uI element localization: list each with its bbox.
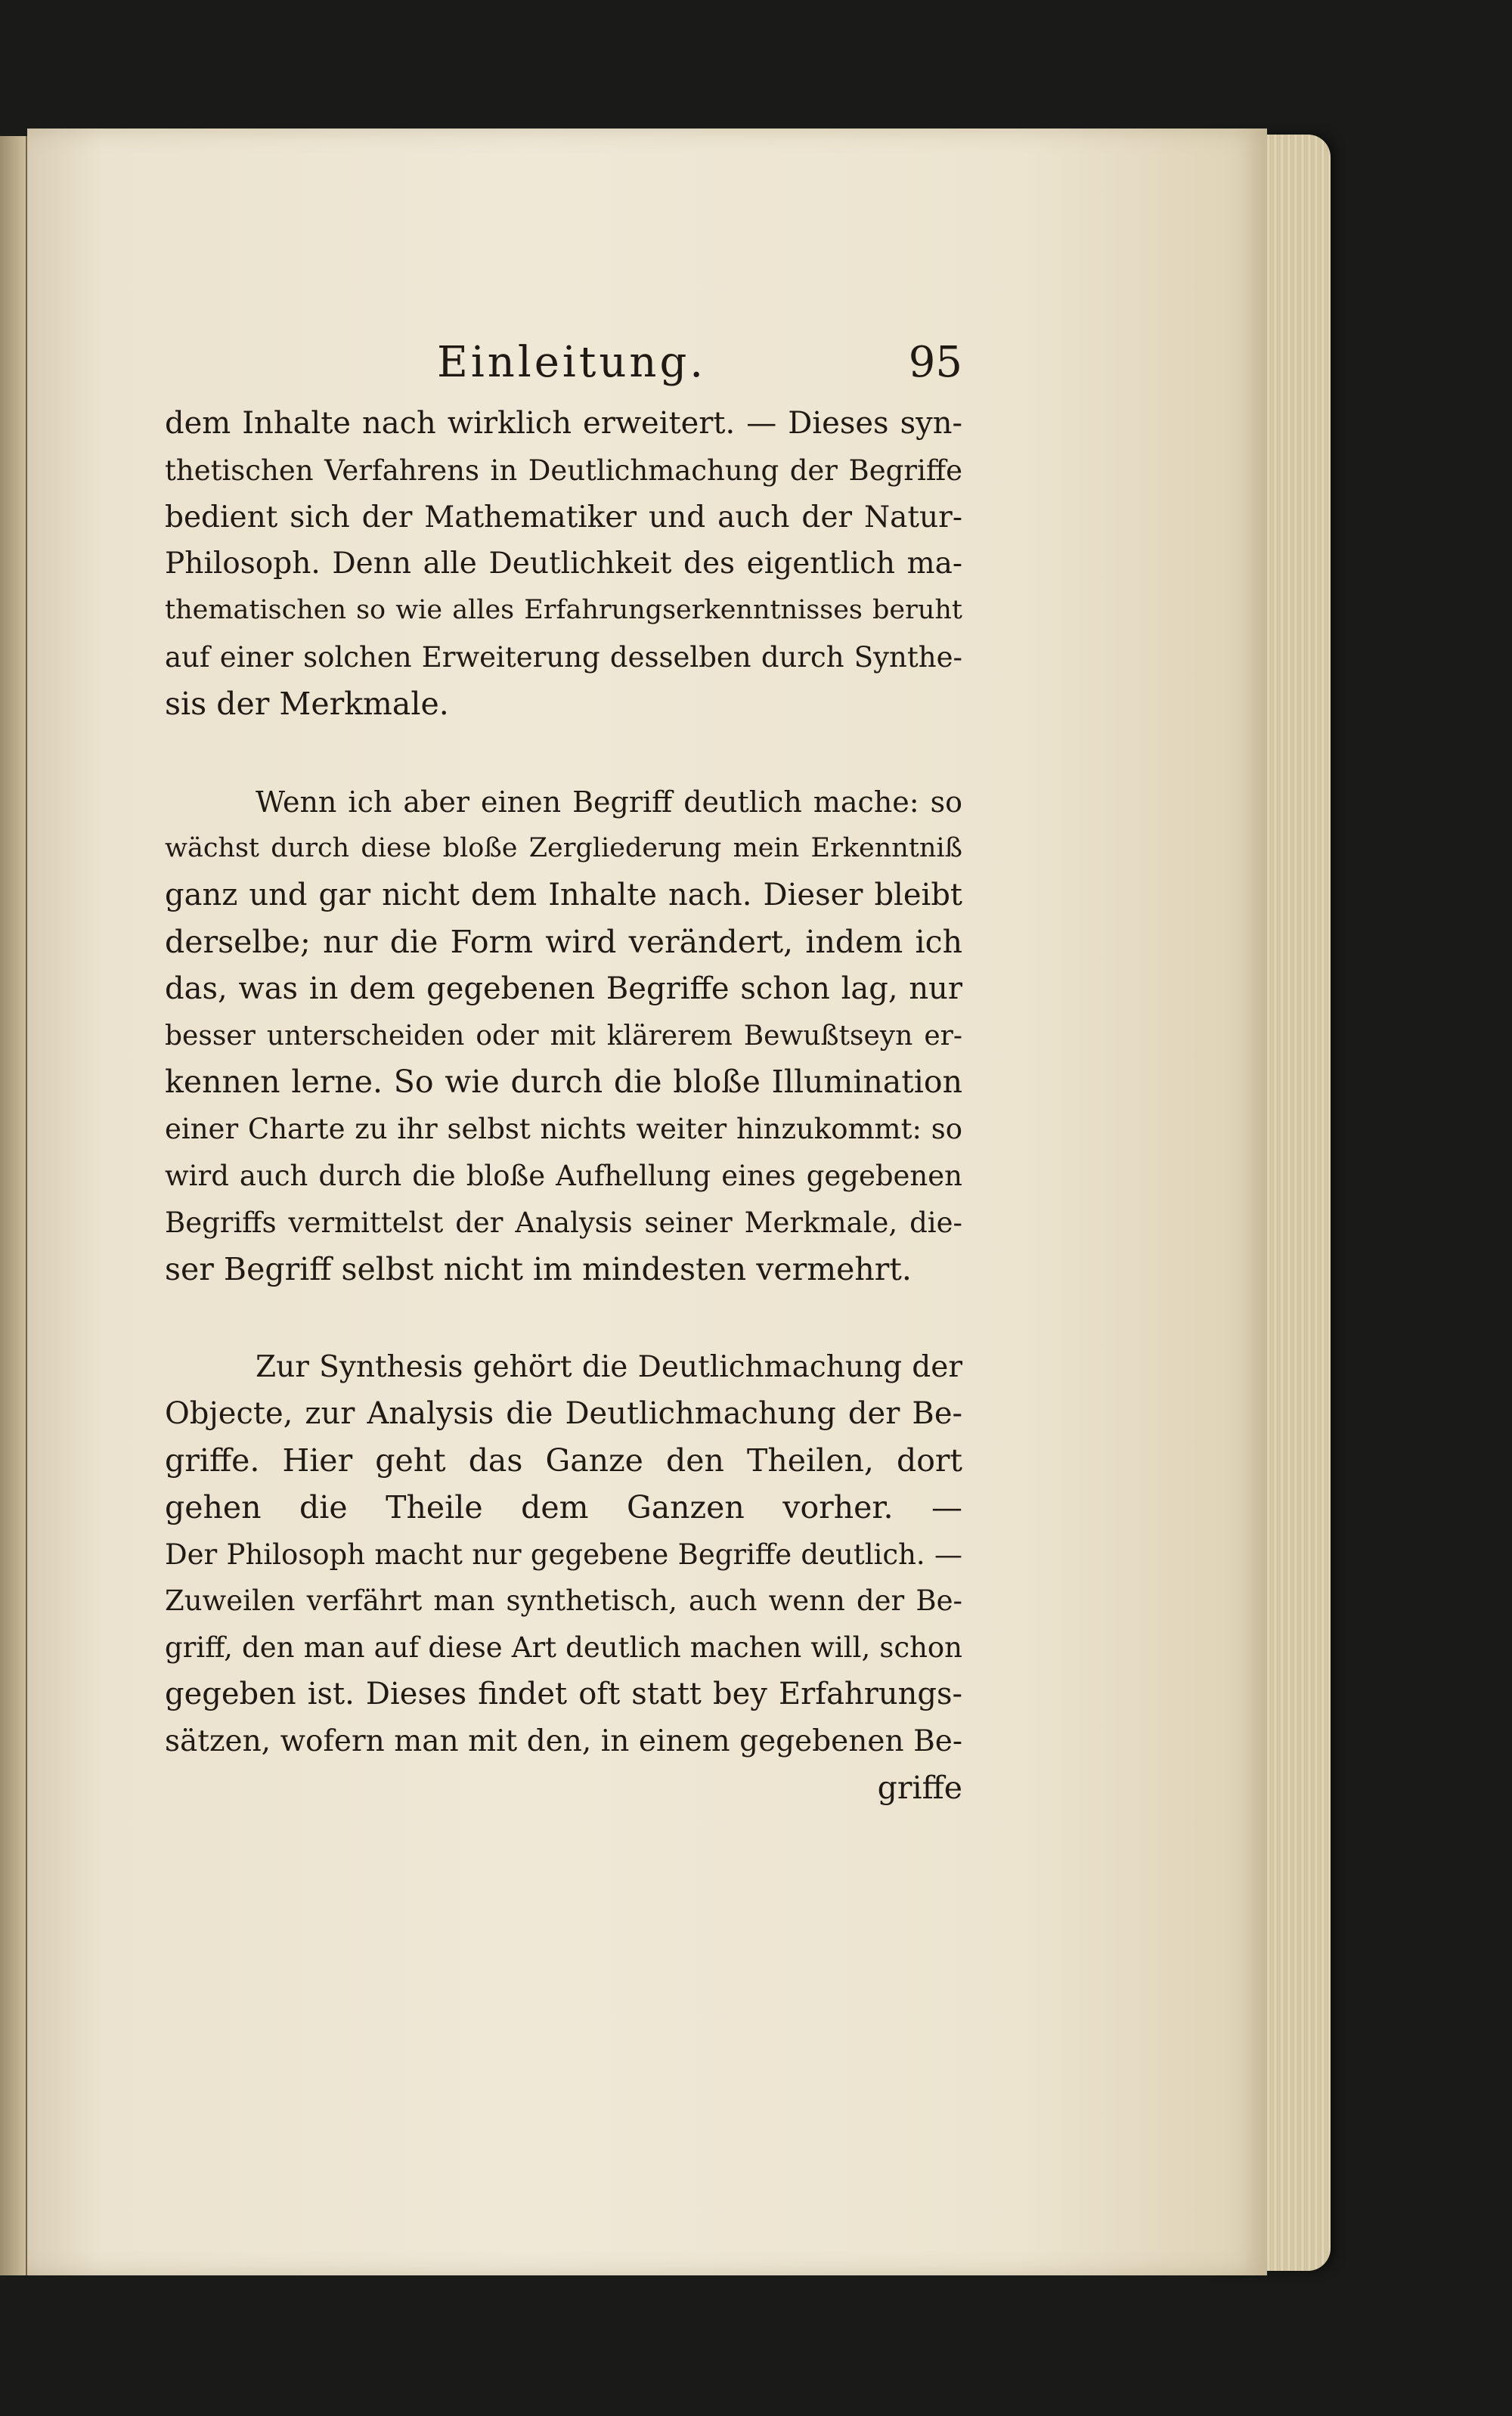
text-line: Zuweilen verfährt man synthetisch, auch wenn der Be- bbox=[165, 1584, 962, 1618]
text-line: auf einer solchen Erweiterung desselben durch Synthe- bbox=[165, 640, 962, 674]
text-line: wächst durch diese bloße Zergliederung mein Erkenntniß bbox=[165, 833, 962, 864]
previous-page-edge bbox=[0, 136, 27, 2275]
page-number: 95 bbox=[908, 338, 962, 387]
text-line: thetischen Verfahrens in Deutlichmachung der Begriffe bbox=[165, 454, 962, 487]
text-line: Philosoph. Denn alle Deutlichkeit des eigentlich ma- bbox=[165, 547, 962, 581]
text-line: ser Begriff selbst nicht im mindesten vermehrt. bbox=[165, 1250, 912, 1287]
text-line: Der Philosoph macht nur gegebene Begriffe deutlich. — bbox=[165, 1538, 962, 1571]
running-title: Einleitung. bbox=[437, 338, 707, 387]
text-line: griff, den man auf diese Art deutlich machen will, schon bbox=[165, 1631, 962, 1665]
text-line: dem Inhalte nach wirklich erweitert. — Dieses syn- bbox=[165, 406, 962, 441]
text-line: kennen lerne. So wie durch die bloße Illumination bbox=[165, 1064, 962, 1101]
text-line: gehen die Theile dem Ganzen vorher. — bbox=[165, 1488, 962, 1525]
text-line: griffe. Hier geht das Ganze den Theilen, dort bbox=[165, 1442, 962, 1479]
text-line: besser unterscheiden oder mit klärerem Bewußtseyn er- bbox=[165, 1020, 962, 1052]
running-header bbox=[165, 333, 962, 393]
text-line: sis der Merkmale. bbox=[165, 685, 449, 722]
paragraph-1 bbox=[165, 401, 962, 728]
text-line: Objecte, zur Analysis die Deutlichmachung der Be- bbox=[165, 1396, 962, 1432]
text-line: wird auch durch die bloße Aufhellung eines gegebenen bbox=[165, 1159, 962, 1192]
text-line: einer Charte zu ihr selbst nichts weiter hinzukommt: so bbox=[165, 1113, 962, 1146]
text-line: sätzen, wofern man mit den, in einem gegebenen Be- bbox=[165, 1724, 962, 1758]
catchword: griffe bbox=[877, 1769, 962, 1806]
text-line: ganz und gar nicht dem Inhalte nach. Dieser bleibt bbox=[165, 878, 962, 913]
text-line: bedient sich der Mathematiker und auch der Natur- bbox=[165, 500, 962, 534]
text-line: derselbe; nur die Form wird verändert, indem ich bbox=[165, 923, 962, 960]
page-text bbox=[165, 333, 962, 1811]
text-line: Begriffs vermittelst der Analysis seiner Merkmale, die- bbox=[165, 1206, 962, 1239]
text-line: Zur Synthesis gehört die Deutlichmachung der bbox=[256, 1350, 962, 1385]
text-line: gegeben ist. Dieses findet oft statt bey Erfahrungs- bbox=[165, 1676, 962, 1711]
paragraph-2 bbox=[165, 779, 962, 1293]
text-line: thematischen so wie alles Erfahrungserkenntnisses beruht bbox=[165, 595, 962, 626]
text-line: das, was in dem gegebenen Begriffe schon lag, nur bbox=[165, 971, 962, 1006]
text-line: Wenn ich aber einen Begriff deutlich mache: so bbox=[256, 785, 962, 819]
paragraph-3 bbox=[165, 1344, 962, 1764]
